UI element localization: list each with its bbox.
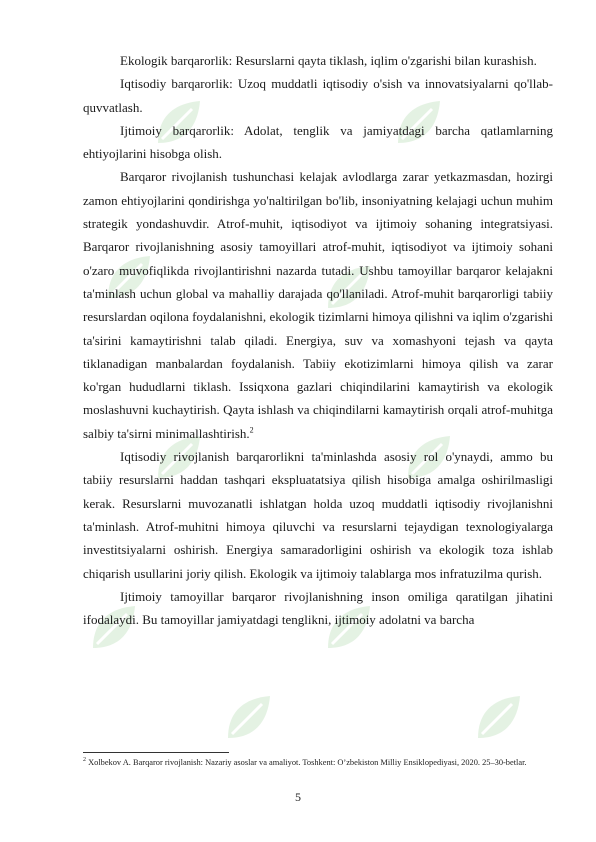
footnote-text: Xolbekov A. Barqaror rivojlanish: Nazariy asoslar va amaliyot. Toshkent: O’zbekiston Milliy Ensiklopediyasi, 2020. 25–30-betlar.: [88, 758, 527, 767]
paragraph-sustainable-development: [83, 165, 553, 445]
paragraph-text: Barqaror rivojlanish tushunchasi kelajak avlodlarga zarar yetkazmasdan, hozirgi zamon ehtiyojlarini qondirishga yo'naltirilgan bo'lib, insoniyatning kelajagi uchun muhim strategik yondashuvdir. Atrof-muhit, iqtisodiyot va ijtimoiy sohaning integratsiyasi. Barqaror rivojlanishning asosiy tamoyillari atrof-muhit, iqtisodiyot va ijtimoiy sohani o'zaro muvofiqlikda rivojlantirishni nazarda tutadi. Ushbu tamoyillar barqaror kelajakni ta'minlash uchun global va mahalliy darajada qo'llaniladi. Atrof-muhit barqarorligi tabiiy resurslardan oqilona foydalanishni, ekologik tizimlarni himoya qilishni va iqlim o'zgarishi ta'sirini kamaytirishni talab qiladi. Energiya, suv va xomashyoni tejash va qayta tiklanadigan manbalardan foydalanish. Tabiiy ekotizimlarni himoya qilish va zarar ko'rgan hududlarni tiklash. Issiqxona gazlari chiqindilarini kamaytirish va ekologik moslashuvni kuchaytirish. Qayta ishlash va chiqindilarni kamaytirish orqali atrof-muhitga salbiy ta'sirni minimallashtirish.: [83, 169, 553, 441]
paragraph-social-principles: Ijtimoiy tamoyillar barqaror rivojlanishning inson omiliga qaratilgan jihatini ifodalaydi. Bu tamoyillar jamiyatdagi tenglikni, ijtimoiy adolatni va barcha: [83, 588, 553, 628]
paragraph-ecological: Ekologik barqarorlik: Resurslarni qayta tiklash, iqlim o'zgarishi bilan kurashish.: [120, 53, 537, 68]
paragraph-economic-development: Iqtisodiy rivojlanish barqarorlikni ta'minlashda asosiy rol o'ynaydi, ammo bu tabiiy resurslarni haddan tashqari ekspluatatsiya qilish hisobiga amalga oshirilmasligi kerak. Resurslarni muvozanatli ishlatgan holda uzoq muddatli iqtisodiy rivojlanishni ta'minlash. Atrof-muhitni himoya qiluvchi va resurslarni tejaydigan texnologiyalarga investitsiyalarni oshirish. Energiya samaradorligini oshirish va ekologik toza ishlab chiqarish usullarini joriy qilish. Ekologik va ijtimoiy talablarga mos infratuzilma qurish.: [83, 449, 553, 581]
paragraph-economic: Iqtisodiy barqarorlik: Uzoq muddatli iqtisodiy o'sish va innovatsiyalarni qo'llab-quvvatlash.: [83, 76, 553, 115]
footnote: [83, 757, 543, 768]
watermark-leaf-icon: [220, 690, 276, 746]
footnote-reference[interactable]: 2: [249, 425, 254, 435]
page-number: 5: [295, 790, 301, 804]
footnote-divider: [83, 752, 229, 753]
paragraph-social: Ijtimoiy barqarorlik: Adolat, tenglik va jamiyatdagi barcha qatlamlarning ehtiyojlarini hisobga olish.: [83, 122, 553, 162]
watermark-leaf-icon: [470, 690, 526, 746]
footnote-marker: 2: [83, 757, 86, 764]
body-text: [83, 49, 553, 631]
